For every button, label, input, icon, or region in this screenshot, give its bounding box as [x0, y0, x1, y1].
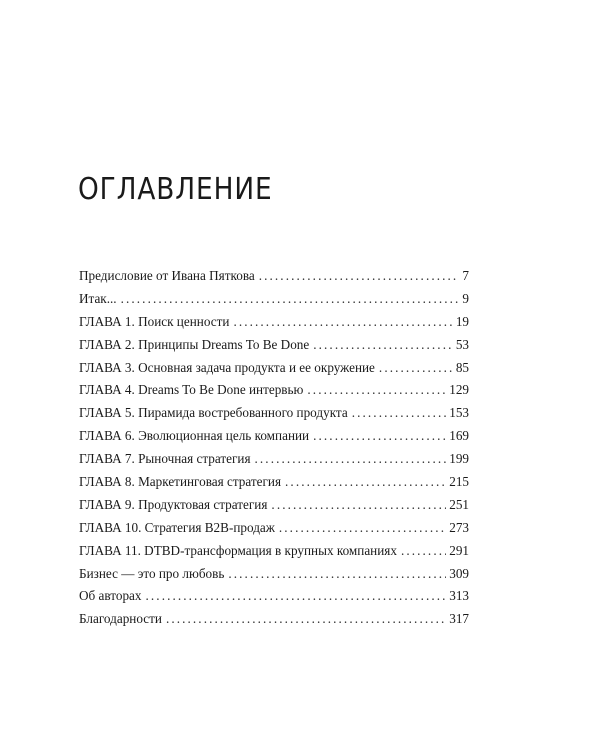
toc-entry[interactable]: [79, 265, 469, 288]
toc-entry-title: ГЛАВА 5. Пирамида востребованного продукта: [79, 405, 348, 421]
toc-entry[interactable]: [79, 379, 469, 402]
dot-leader: [228, 563, 446, 586]
toc-entry-title: ГЛАВА 10. Стратегия B2B-продаж: [79, 519, 275, 535]
toc-entry[interactable]: [79, 402, 469, 425]
toc-entry[interactable]: [79, 471, 469, 494]
toc-entry[interactable]: [79, 540, 469, 563]
toc-entry-title: ГЛАВА 9. Продуктовая стратегия: [79, 496, 268, 512]
toc-entry[interactable]: [79, 517, 469, 540]
toc-entry[interactable]: [79, 311, 469, 334]
toc-entry[interactable]: [79, 563, 469, 586]
toc-entry-page-number: 169: [449, 428, 469, 444]
toc-entry-title: ГЛАВА 6. Эволюционная цель компании: [79, 428, 310, 444]
toc-entry[interactable]: [79, 608, 469, 631]
toc-entry-title: ГЛАВА 7. Рыночная стратегия: [79, 451, 251, 467]
toc-entry-title: Благодарности: [79, 611, 162, 627]
toc-entry-title: Итак...: [79, 290, 117, 306]
toc-entry-page-number: 53: [455, 336, 469, 352]
dot-leader: [307, 379, 446, 402]
toc-entry-title: Бизнес — это про любовь: [79, 565, 225, 581]
toc-entry-page-number: 317: [449, 611, 469, 627]
toc-entry-title: ГЛАВА 11. DTBD-трансформация в крупных компаниях: [79, 542, 397, 558]
toc-entry-title: Об авторах: [79, 588, 142, 604]
dot-leader: [285, 471, 446, 494]
toc-entry[interactable]: [79, 357, 469, 380]
dot-leader: [166, 608, 446, 631]
toc-entry[interactable]: [79, 288, 469, 311]
dot-leader: [401, 540, 446, 563]
toc-entry[interactable]: [79, 448, 469, 471]
toc-entry-title: ГЛАВА 8. Маркетинговая стратегия: [79, 474, 282, 490]
toc-entry[interactable]: [79, 585, 469, 608]
toc-entry-page-number: 153: [449, 405, 469, 421]
toc-entry-page-number: 273: [449, 519, 469, 535]
dot-leader: [121, 288, 460, 311]
toc-entry[interactable]: [79, 494, 469, 517]
dot-leader: [279, 517, 446, 540]
toc-entry-page-number: 85: [455, 359, 469, 375]
toc-entry[interactable]: [79, 425, 469, 448]
toc-entry-page-number: 19: [455, 313, 469, 329]
toc-entry-page-number: 9: [462, 290, 469, 306]
toc-entry-title: ГЛАВА 2. Принципы Dreams To Be Done: [79, 336, 310, 352]
toc-entry-page-number: 129: [449, 382, 469, 398]
toc-entry-title: ГЛАВА 4. Dreams To Be Done интервью: [79, 382, 304, 398]
toc-entry-title: ГЛАВА 1. Поиск ценности: [79, 313, 230, 329]
dot-leader: [313, 334, 453, 357]
dot-leader: [255, 448, 447, 471]
toc-entry-page-number: 7: [462, 268, 469, 283]
toc-entry[interactable]: [79, 334, 469, 357]
toc-entry-page-number: 215: [449, 474, 469, 490]
toc-entry-title: ГЛАВА 3. Основная задача продукта и ее окружение: [79, 359, 375, 375]
toc-entry-page-number: 309: [449, 565, 469, 581]
dot-leader: [379, 357, 453, 380]
dot-leader: [313, 425, 446, 448]
toc-entry-page-number: 199: [449, 451, 469, 467]
dot-leader: [146, 585, 447, 608]
toc-entry-title: Предисловие от Ивана Пяткова: [79, 268, 255, 283]
toc-entry-page-number: 251: [449, 496, 469, 512]
dot-leader: [352, 402, 447, 425]
page-title: ОГЛАВЛЕНИЕ: [78, 172, 273, 207]
toc-entry-page-number: 291: [449, 542, 469, 558]
table-of-contents: [79, 265, 469, 631]
toc-entry-page-number: 313: [449, 588, 469, 604]
dot-leader: [271, 494, 446, 517]
dot-leader: [233, 311, 452, 334]
dot-leader: [259, 265, 460, 288]
